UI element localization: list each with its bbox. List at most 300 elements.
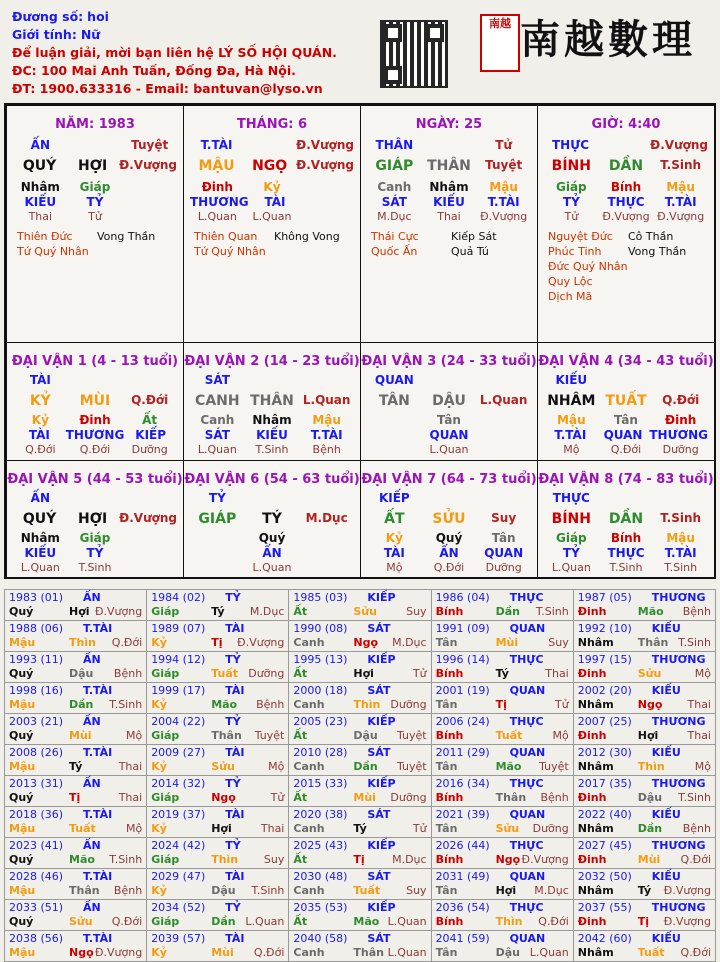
year-branch: Thìn	[495, 915, 523, 928]
year-stem: Nhâm	[577, 946, 614, 959]
pillar-top-row	[190, 138, 354, 152]
year-label: 1997 (15)	[577, 653, 632, 666]
year-stem: Quý	[9, 853, 34, 866]
year-label: 1987 (05)	[577, 591, 632, 604]
dai-van-title: ĐẠI VẬN 8 (74 - 83 tuổi)	[538, 472, 714, 487]
year-label: 2020 (38)	[293, 808, 348, 821]
hidden	[190, 531, 245, 545]
year-label: 2002 (20)	[577, 684, 632, 697]
year-cell-body	[9, 652, 142, 682]
year-label: 2027 (45)	[577, 839, 632, 852]
year-god: T.TÀI	[83, 684, 113, 697]
year-cell-body	[578, 807, 711, 837]
year-label: 1993 (11)	[9, 653, 64, 666]
year-god: THỰC	[509, 839, 544, 852]
year-cell[interactable]	[431, 745, 573, 776]
year-state: Tuyệt	[396, 729, 427, 742]
god: SÁT	[204, 428, 230, 442]
year-god: T.TÀI	[83, 808, 113, 821]
year-label: 2012 (30)	[577, 746, 632, 759]
dv-hidden-row	[544, 413, 708, 427]
year-god: KIẾP	[367, 653, 396, 666]
year-label: 2033 (51)	[9, 901, 64, 914]
year-cell-body	[436, 621, 569, 651]
year-cell-body	[436, 590, 569, 620]
god: QUAN	[484, 546, 524, 560]
year-stem: Kỷ	[151, 760, 167, 773]
top-god: THÂN	[375, 138, 414, 152]
year-cell[interactable]	[431, 869, 573, 900]
stem-branch: Đ.Vượng	[119, 511, 177, 525]
blank	[476, 373, 531, 387]
year-row	[5, 621, 716, 652]
dv-god-row	[544, 428, 708, 442]
year-god: TỶ	[225, 901, 241, 914]
year-label: 2007 (25)	[577, 715, 632, 728]
year-label: 2032 (50)	[577, 870, 632, 883]
year-cell[interactable]	[431, 776, 573, 807]
year-branch: Mùi	[353, 791, 376, 804]
year-cell[interactable]	[289, 776, 431, 807]
year-cell[interactable]	[289, 869, 431, 900]
year-cell[interactable]	[289, 807, 431, 838]
year-cell[interactable]	[147, 714, 289, 745]
year-label: 2039 (57)	[151, 932, 206, 945]
year-cell[interactable]	[5, 621, 147, 652]
year-stem: Đinh	[577, 729, 607, 742]
year-cell[interactable]	[147, 745, 289, 776]
year-cell[interactable]	[573, 838, 715, 869]
year-state: Suy	[406, 605, 427, 618]
year-cell[interactable]	[431, 807, 573, 838]
year-stem: Giáp	[151, 667, 180, 680]
blank	[599, 373, 654, 387]
dai-van-cell	[6, 460, 184, 579]
year-cell[interactable]	[573, 745, 715, 776]
year-cell[interactable]	[573, 807, 715, 838]
god: QUAN	[603, 428, 643, 442]
pillar-stem-row	[190, 158, 354, 174]
pillar-title: GIỜ: 4:40	[591, 117, 661, 132]
dv-top-row	[544, 373, 708, 387]
year-cell[interactable]	[147, 776, 289, 807]
stars-list	[17, 230, 187, 258]
year-cell[interactable]	[289, 652, 431, 683]
year-stem: Mậu	[9, 884, 36, 897]
stem-branch: THÂN	[250, 393, 294, 409]
year-state: T.Sinh	[109, 853, 143, 866]
god: ẤN	[262, 546, 282, 560]
stem-branch: M.Dục	[305, 511, 348, 525]
year-cell-body	[9, 714, 142, 744]
year-cell[interactable]	[147, 931, 289, 962]
state: T.Sinh	[78, 561, 112, 574]
year-label: 2023 (41)	[9, 839, 64, 852]
year-state: Bệnh	[682, 605, 711, 618]
year-label: 2038 (56)	[9, 932, 64, 945]
state	[190, 561, 245, 574]
pillar-god-row	[544, 195, 708, 209]
dv-hidden-row	[367, 531, 531, 545]
top-god: Đ.Vượng	[296, 138, 354, 152]
god: KIẾU	[256, 428, 288, 442]
year-cell[interactable]	[573, 931, 715, 962]
year-label: 2005 (23)	[293, 715, 348, 728]
year-cell[interactable]	[289, 590, 431, 621]
year-state: M.Dục	[534, 884, 569, 897]
star-right	[628, 275, 718, 288]
year-cell[interactable]	[289, 683, 431, 714]
year-cell[interactable]	[5, 745, 147, 776]
year-state: Tuyệt	[396, 760, 427, 773]
hidden: Tân	[614, 413, 638, 427]
year-cell[interactable]	[573, 714, 715, 745]
god: KIẾU	[24, 195, 57, 209]
year-label: 2034 (52)	[151, 901, 206, 914]
year-label: 2036 (54)	[435, 901, 490, 914]
year-branch: Ngọ	[637, 698, 663, 711]
year-branch: Dậu	[69, 667, 94, 680]
year-cell-body	[151, 652, 284, 682]
qr-code-icon[interactable]	[380, 20, 448, 88]
year-cell-body	[436, 838, 569, 868]
year-cell[interactable]	[573, 900, 715, 931]
year-cell[interactable]	[147, 807, 289, 838]
hidden: Quý	[435, 531, 463, 545]
star-right: Vong Thần	[628, 245, 687, 258]
year-stem: Canh	[293, 822, 325, 835]
stem-branch: L.Quan	[479, 393, 528, 407]
year-branch: Mùi	[211, 946, 234, 959]
year-cell-body	[578, 621, 711, 651]
year-branch: Mão	[211, 698, 238, 711]
dai-van-cell	[360, 342, 538, 461]
state: Q.Đới	[25, 443, 56, 456]
year-label: 2028 (46)	[9, 870, 64, 883]
header-info	[12, 8, 337, 98]
hidden: Giáp	[556, 180, 587, 194]
year-branch: Tị	[495, 698, 507, 711]
hidden: Nhâm	[252, 413, 292, 427]
year-stem: Bính	[435, 915, 464, 928]
god	[476, 428, 531, 442]
year-cell[interactable]	[573, 869, 715, 900]
gt-value: Nữ	[80, 27, 101, 42]
year-cell[interactable]	[431, 621, 573, 652]
year-god: THƯƠNG	[651, 839, 706, 852]
year-cell[interactable]	[431, 838, 573, 869]
dv-stem-row	[367, 393, 531, 409]
year-cell[interactable]	[5, 776, 147, 807]
year-state: Tử	[412, 667, 427, 680]
year-cell-body	[293, 931, 426, 961]
year-state: L.Quan	[245, 915, 285, 928]
year-cell-body	[578, 900, 711, 930]
year-row	[5, 776, 716, 807]
dai-van-title: ĐẠI VẬN 6 (54 - 63 tuổi)	[184, 472, 360, 487]
year-cell[interactable]	[573, 621, 715, 652]
god: T.TÀI	[664, 195, 697, 209]
year-branch: Thân	[353, 946, 384, 959]
year-cell[interactable]	[147, 683, 289, 714]
star-left: Dịch Mã	[548, 290, 593, 303]
year-stem: Giáp	[151, 791, 180, 804]
year-branch: Dậu	[353, 729, 378, 742]
god: TỶ	[562, 546, 580, 560]
year-cell[interactable]	[147, 838, 289, 869]
year-cell-body	[578, 652, 711, 682]
dai-van-cell	[6, 342, 184, 461]
year-god: TỶ	[225, 653, 241, 666]
dv-stem-row	[13, 393, 177, 409]
year-cell[interactable]	[147, 621, 289, 652]
dai-van-cell	[537, 342, 715, 461]
year-cell[interactable]	[573, 683, 715, 714]
hidden: Đinh	[201, 180, 233, 194]
pillar-cell	[360, 105, 538, 343]
blank	[245, 373, 300, 387]
pillar-cell	[6, 105, 184, 343]
year-stem: Tân	[435, 884, 458, 897]
year-state: Q.Đới	[538, 915, 569, 928]
stem-branch: DẦN	[608, 158, 644, 174]
pillar-state-row	[544, 210, 708, 223]
god: TỶ	[562, 195, 580, 209]
god: QUAN	[429, 428, 469, 442]
state: L.Quan	[551, 561, 591, 574]
year-label: 1995 (13)	[293, 653, 348, 666]
year-label: 2016 (34)	[435, 777, 490, 790]
year-branch: Hợi	[211, 822, 232, 835]
pillar-cell	[537, 105, 715, 343]
dv-top-row	[13, 491, 177, 505]
state: Bệnh	[312, 443, 341, 456]
dv-god-row	[13, 428, 177, 442]
year-label: 2022 (40)	[577, 808, 632, 821]
year-god: THƯƠNG	[651, 591, 706, 604]
star-left: Phúc Tinh	[548, 245, 602, 258]
stem-branch: SỬU	[432, 511, 466, 527]
year-cell[interactable]	[431, 590, 573, 621]
year-row	[5, 652, 716, 683]
year-cell[interactable]	[289, 621, 431, 652]
year-stem: Đinh	[577, 605, 607, 618]
year-god: THƯƠNG	[651, 715, 706, 728]
stem-branch: Q.Đới	[662, 393, 700, 407]
year-label: 2037 (55)	[577, 901, 632, 914]
year-cell[interactable]	[289, 714, 431, 745]
dai-van-title: ĐẠI VẬN 4 (34 - 43 tuổi)	[538, 354, 714, 369]
year-cell[interactable]	[147, 590, 289, 621]
year-cell[interactable]	[5, 590, 147, 621]
year-cell[interactable]	[573, 652, 715, 683]
year-state: M.Dục	[392, 853, 427, 866]
year-god: TÀI	[225, 746, 245, 759]
year-cell[interactable]	[431, 900, 573, 931]
year-cell[interactable]	[5, 683, 147, 714]
year-stem: Mậu	[9, 698, 36, 711]
year-cell-body	[293, 652, 426, 682]
year-state: Thai	[260, 822, 285, 835]
year-row	[5, 931, 716, 962]
star-left: Thái Cực	[371, 230, 419, 243]
year-cell[interactable]	[5, 838, 147, 869]
year-cell-body	[151, 931, 284, 961]
year-god: KIẾU	[651, 932, 681, 945]
year-stem: Giáp	[151, 853, 180, 866]
year-stem: Ất	[293, 605, 308, 618]
year-stem: Kỷ	[151, 884, 167, 897]
year-cell[interactable]	[289, 745, 431, 776]
dai-van-cell	[183, 342, 361, 461]
year-cell-body	[151, 838, 284, 868]
dv-state-row	[367, 443, 531, 456]
year-god: SÁT	[367, 684, 391, 697]
year-cell[interactable]	[5, 931, 147, 962]
year-state: T.Sinh	[678, 791, 711, 804]
dai-van-title: ĐẠI VẬN 5 (44 - 53 tuổi)	[7, 472, 183, 487]
so-label: Đương số:	[12, 9, 84, 24]
year-cell[interactable]	[5, 807, 147, 838]
year-cell[interactable]	[431, 931, 573, 962]
year-branch: Mão	[353, 915, 380, 928]
state: Đ.Vượng	[480, 210, 528, 223]
year-cell[interactable]	[5, 652, 147, 683]
year-state: Q.Đới	[111, 636, 143, 649]
year-label: 2015 (33)	[293, 777, 348, 790]
year-god: THƯƠNG	[651, 653, 706, 666]
stem-branch: T.Sinh	[660, 511, 702, 525]
year-stem: Nhâm	[577, 884, 614, 897]
pillar-god-row	[13, 195, 177, 209]
dv-god-row	[13, 546, 177, 560]
hidden: Canh	[377, 180, 412, 194]
year-stem: Nhâm	[577, 698, 614, 711]
year-cell-body	[578, 714, 711, 744]
year-state: T.Sinh	[251, 884, 285, 897]
dv-state-row	[13, 443, 177, 456]
state: Q.Đới	[610, 443, 642, 456]
state: M.Dục	[377, 210, 412, 223]
year-stem: Ất	[293, 791, 308, 804]
hidden	[367, 413, 422, 427]
year-cell[interactable]	[147, 900, 289, 931]
contact-line-3: ĐT: 1900.633316 - Email: bantuvan@lyso.vn	[12, 81, 323, 96]
stem-branch: Đ.Vượng	[296, 158, 354, 172]
star-right	[628, 290, 718, 303]
hidden: Kỷ	[385, 531, 403, 545]
state	[122, 561, 177, 574]
year-cell[interactable]	[431, 714, 573, 745]
year-branch: Thìn	[211, 853, 239, 866]
year-stem: Kỷ	[151, 822, 167, 835]
year-branch: Dần	[69, 698, 94, 711]
year-branch: Tý	[69, 760, 83, 773]
year-cell[interactable]	[431, 652, 573, 683]
year-cell[interactable]	[289, 838, 431, 869]
year-state: Thai	[118, 760, 143, 773]
dv-top: THỰC	[552, 491, 590, 505]
year-branch: Ngọ	[211, 791, 236, 804]
hidden: Giáp	[556, 531, 587, 545]
stem-branch: BÍNH	[551, 511, 591, 527]
year-cell[interactable]	[289, 900, 431, 931]
stem-branch: TÝ	[262, 511, 282, 527]
year-stem: Canh	[293, 884, 325, 897]
year-cell-body	[151, 807, 284, 837]
year-cell-body	[578, 683, 711, 713]
year-stem: Đinh	[577, 791, 607, 804]
stem-branch: T.Sinh	[660, 158, 702, 172]
year-branch: Sửu	[495, 822, 520, 835]
state: Thai	[437, 210, 461, 223]
year-branch: Dần	[495, 605, 520, 618]
pillar-top-row	[544, 138, 708, 152]
year-label: 2011 (29)	[435, 746, 490, 759]
dai-van-title: ĐẠI VẬN 2 (14 - 23 tuổi)	[184, 354, 360, 369]
star-left: Nguyệt Đức	[548, 230, 613, 243]
year-stem: Bính	[435, 853, 464, 866]
dai-van-title: ĐẠI VẬN 7 (64 - 73 tuổi)	[361, 472, 537, 487]
state: Dưỡng	[662, 443, 699, 456]
star-left: Thiên Đức	[17, 230, 73, 243]
year-cell[interactable]	[147, 869, 289, 900]
year-cell[interactable]	[573, 590, 715, 621]
dv-top-row	[367, 491, 531, 505]
year-cell-body	[436, 745, 569, 775]
god	[301, 195, 354, 209]
year-stem: Ất	[293, 915, 308, 928]
year-cell-body	[151, 590, 284, 620]
state	[122, 210, 177, 223]
star-left: Đức Quý Nhân	[548, 260, 628, 273]
year-stem: Mậu	[9, 946, 36, 959]
stem-branch: L.Quan	[302, 393, 351, 407]
year-branch: Tý	[211, 605, 225, 618]
year-cell-body	[293, 900, 426, 930]
year-cell[interactable]	[573, 776, 715, 807]
year-branch: Hợi	[69, 605, 90, 618]
year-branch: Dần	[211, 915, 236, 928]
year-state: Tử	[412, 822, 427, 835]
year-cell[interactable]	[289, 931, 431, 962]
year-label: 1983 (01)	[9, 591, 64, 604]
hidden: Mậu	[666, 180, 695, 194]
year-cell-body	[436, 869, 569, 899]
year-branch: Tuất	[637, 946, 665, 959]
dv-hidden-row	[13, 413, 177, 427]
year-label: 2014 (32)	[151, 777, 206, 790]
year-cell[interactable]	[5, 714, 147, 745]
year-branch: Thân	[637, 636, 669, 649]
year-branch: Dậu	[211, 884, 236, 897]
year-cell-body	[9, 621, 142, 651]
dv-state-row	[367, 561, 531, 574]
blank	[245, 491, 300, 505]
year-cell[interactable]	[5, 900, 147, 931]
year-cell[interactable]	[147, 652, 289, 683]
dv-hidden-row	[190, 531, 354, 545]
hidden: Mậu	[489, 180, 518, 194]
year-state: Mộ	[552, 729, 569, 742]
hidden: Mậu	[557, 413, 586, 427]
year-cell[interactable]	[5, 869, 147, 900]
year-cell-body	[293, 683, 426, 713]
year-table	[4, 589, 716, 962]
year-label: 1985 (03)	[293, 591, 348, 604]
year-cell[interactable]	[431, 683, 573, 714]
year-stem: Đinh	[577, 915, 607, 928]
